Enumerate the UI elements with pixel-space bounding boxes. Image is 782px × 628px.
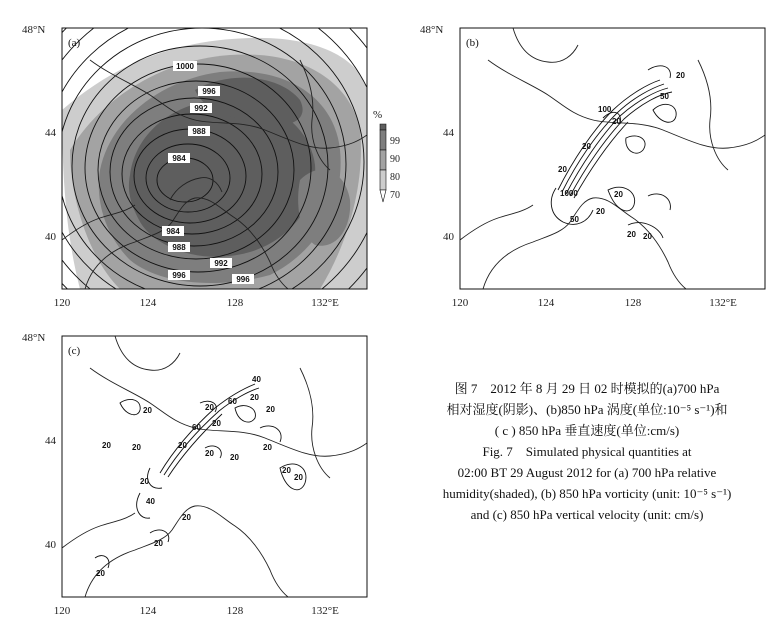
isobar-label: 996 [202,87,216,96]
isobar-label: 992 [214,259,228,268]
legend-tick: 99 [390,136,400,147]
lon-label: 124 [139,605,157,617]
figure-caption [398,378,776,525]
contour-label: 40 [252,375,261,384]
caption-line-en-4: and (c) 850 hPa vertical velocity (unit: cm/s) [470,507,704,522]
contour-label: 20 [558,165,567,174]
contour-label: 60 [228,397,237,406]
lon-label: 124 [537,297,555,309]
lon-label: 128 [624,297,642,309]
contour-label: 20 [596,207,605,216]
contour-label: 100 [598,105,612,114]
caption-line-cn-2: 相对湿度(阴影)、(b)850 hPa 涡度(单位:10⁻⁵ s⁻¹)和 [446,402,728,417]
panel-tag: (b) [466,37,479,49]
lat-top-label: 48°N [22,332,46,344]
isobar-label: 988 [172,243,186,252]
contour-label: 20 [643,232,652,241]
contour-label: 20 [676,71,685,80]
contour-label: 40 [146,497,155,506]
lat-label: 40 [45,539,56,551]
lon-label: 120 [451,297,469,309]
panel-tag: (a) [68,37,81,49]
humidity-legend [373,109,400,202]
isobar-label: 984 [166,227,180,236]
contour-label: 20 [102,441,111,450]
contour-label: 20 [627,230,636,239]
contour-label: 60 [192,423,201,432]
lon-label: 120 [53,297,71,309]
lon-label: 132°E [311,297,339,309]
contour-label: 1000 [560,189,578,198]
legend-tick: 80 [390,172,400,183]
isobar-label: 992 [194,104,208,113]
caption-line-cn-1: 图 7 2012 年 8 月 29 日 02 时模拟的(a)700 hPa [454,381,720,396]
panel-tag: (c) [68,345,81,357]
isobar-label: 1000 [176,62,194,71]
contour-label: 20 [96,569,105,578]
contour-label: 50 [660,92,669,101]
contour-label: 20 [282,466,291,475]
caption-line-en-3: humidity(shaded), (b) 850 hPa vorticity (unit: 10⁻⁵ s⁻¹) [442,486,732,501]
lon-label: 128 [226,297,244,309]
lat-label: 40 [443,231,454,243]
contour-label: 20 [294,473,303,482]
contour-label: 20 [250,393,259,402]
contour-label: 20 [614,190,623,199]
isobar-label: 988 [192,127,206,136]
lon-label: 132°E [311,605,339,617]
lon-label: 120 [53,605,71,617]
caption-line-cn-3: ( c ) 850 hPa 垂直速度(单位:cm/s) [494,423,680,438]
lat-label: 44 [45,127,56,139]
panel-b [398,0,782,320]
contour-label: 20 [205,403,214,412]
lon-label: 128 [226,605,244,617]
panel-a-map [0,0,400,320]
isobar-label: 996 [172,271,186,280]
contour-label: 20 [143,406,152,415]
panel-b-map [398,0,782,320]
legend-tick: 70 [390,190,400,201]
contour-label: 20 [212,419,221,428]
legend-swatch [380,170,386,190]
contour-label: 20 [178,441,187,450]
contour-label: 20 [266,405,275,414]
lat-label: 40 [45,231,56,243]
legend-unit: % [373,109,383,121]
isobar-label: 996 [236,275,250,284]
panel-a [0,0,400,320]
contour-label: 20 [205,449,214,458]
lat-label: 44 [45,435,56,447]
contour-label: 50 [570,215,579,224]
lat-label: 44 [443,127,454,139]
contour-label: 20 [182,513,191,522]
contour-label: 20 [132,443,141,452]
lat-top-label: 48°N [22,24,46,36]
legend-swatch [380,124,386,130]
contour-label: 20 [612,117,621,126]
isobar-label: 984 [172,154,186,163]
panel-c-map [0,308,400,628]
lon-label: 124 [139,297,157,309]
legend-swatch [380,130,386,150]
contour-label: 20 [263,443,272,452]
contour-label: 20 [582,142,591,151]
caption-line-en-2: 02:00 BT 29 August 2012 for (a) 700 hPa relative [457,465,717,480]
legend-tick: 90 [390,154,400,165]
caption-line-en-1: Fig. 7 Simulated physical quantities at [482,444,692,459]
legend-swatch [380,190,386,202]
lon-label: 132°E [709,297,737,309]
lat-top-label: 48°N [420,24,444,36]
contour-label: 20 [154,539,163,548]
legend-swatch [380,150,386,170]
panel-c [0,308,400,628]
contour-label: 20 [140,477,149,486]
contour-label: 20 [230,453,239,462]
